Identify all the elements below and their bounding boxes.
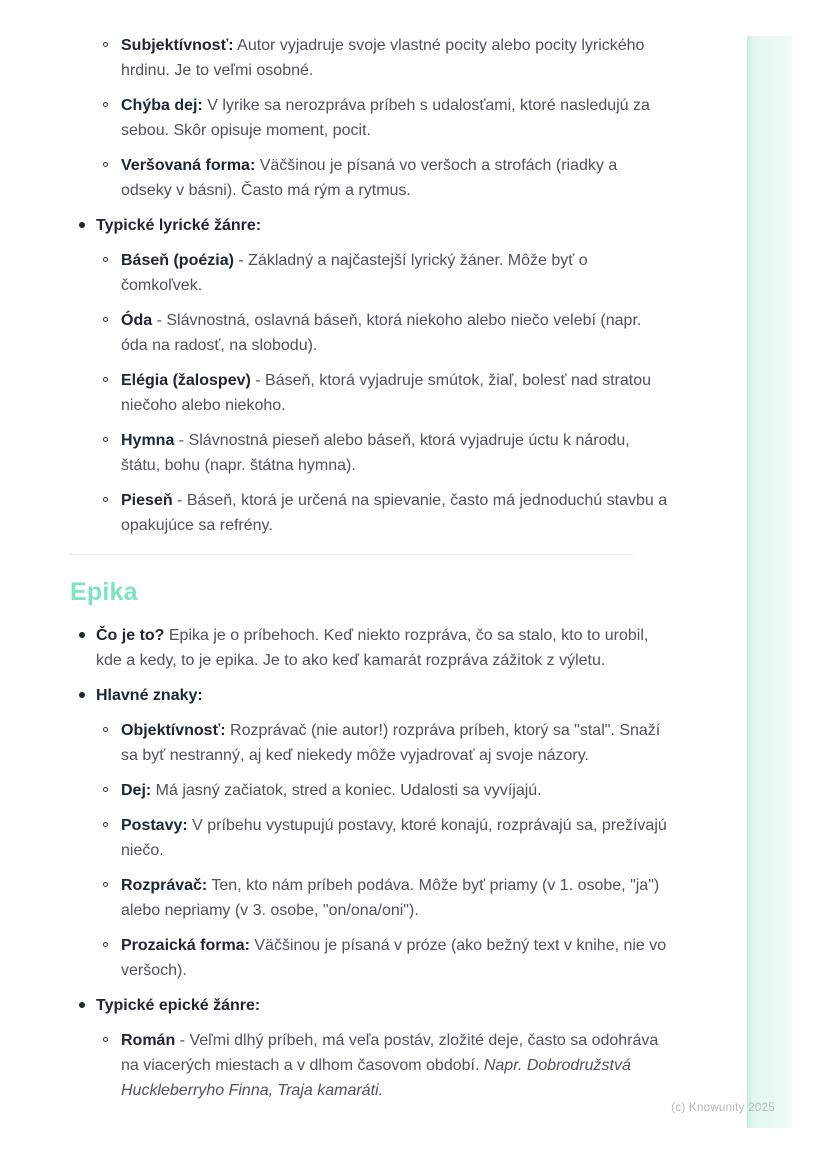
bullet-circle-icon [103, 882, 108, 887]
list-item-text: Elégia (žalospev) - Báseň, ktorá vyjadruje smútok, žiaľ, bolesť nad stratou niečoho alebo niekoho. [121, 372, 652, 414]
list-item [70, 933, 670, 983]
list-item [70, 153, 670, 203]
list-item [70, 993, 670, 1018]
bullet-circle-icon [103, 942, 108, 947]
list-item-text: Chýba dej: V lyrike sa nerozpráva príbeh s udalosťami, ktoré nasledujú za sebou. Skôr opisuje moment, pocit. [121, 97, 650, 139]
list-item-text: Hymna - Slávnostná pieseň alebo báseň, ktorá vyjadruje úctu k národu, štátu, bohu (napr. štátna hymna). [121, 432, 630, 474]
bullet-disc-icon [79, 632, 85, 638]
page-accent-bar [747, 36, 792, 1128]
bullet-disc-icon [79, 1002, 85, 1008]
list-item-text: Postavy: V príbehu vystupujú postavy, ktoré konajú, rozprávajú sa, prežívajú niečo. [121, 817, 667, 859]
bullet-circle-icon [103, 102, 108, 107]
bullet-circle-icon [103, 437, 108, 442]
lyrika-section-continued [70, 33, 670, 538]
list-item [70, 718, 670, 768]
list-item [70, 488, 670, 538]
bullet-circle-icon [103, 257, 108, 262]
bullet-disc-icon [79, 222, 85, 228]
bullet-circle-icon [103, 162, 108, 167]
list-item [70, 308, 670, 358]
epika-list [70, 623, 670, 1103]
list-item-text: Báseň (poézia) - Základný a najčastejší lyrický žáner. Môže byť o čomkoľvek. [121, 252, 588, 294]
list-item [70, 873, 670, 923]
list-item [70, 778, 670, 803]
list-item-text: Hlavné znaky: [96, 687, 203, 704]
bullet-circle-icon [103, 727, 108, 732]
epika-heading: Epika [70, 578, 138, 606]
bullet-circle-icon [103, 1037, 108, 1042]
notes-content [70, 33, 670, 1113]
list-item-text: Pieseň - Báseň, ktorá je určená na spievanie, často má jednoduchú stavbu a opakujúce sa refrény. [121, 492, 668, 534]
bullet-circle-icon [103, 42, 108, 47]
bullet-circle-icon [103, 787, 108, 792]
list-item-text: Rozprávač: Ten, kto nám príbeh podáva. Môže byť priamy (v 1. osobe, "ja") alebo nepriamy (v 3. osobe, "on/ona/oni"). [121, 877, 660, 919]
list-item [70, 368, 670, 418]
copyright-watermark: (c) Knowunity 2025 [671, 1102, 775, 1114]
list-item [70, 813, 670, 863]
list-item [70, 428, 670, 478]
list-item [70, 1028, 670, 1103]
list-item [70, 248, 670, 298]
lyrika-list [70, 33, 670, 538]
list-item-text: Objektívnosť: Rozprávač (nie autor!) rozpráva príbeh, ktorý sa "stal". Snaží sa byť nestranný, aj keď niekedy môže vyjadrovať aj svoje názory. [121, 722, 661, 764]
list-item-text: Prozaická forma: Väčšinou je písaná v próze (ako bežný text v knihe, nie vo veršoch). [121, 937, 667, 979]
list-item-text: Čo je to? Epika je o príbehoch. Keď niekto rozpráva, čo sa stalo, kto to urobil, kde a kedy, to je epika. Je to ako keď kamarát rozpráva zážitok z výletu. [96, 627, 649, 669]
list-item-text: Subjektívnosť: Autor vyjadruje svoje vlastné pocity alebo pocity lyrického hrdinu. Je to veľmi osobné. [121, 37, 645, 79]
list-item-text: Óda - Slávnostná, oslavná báseň, ktorá niekoho alebo niečo velebí (napr. óda na radosť, na slobodu). [121, 312, 642, 354]
list-item-text: Román - Veľmi dlhý príbeh, má veľa postáv, zložité deje, často sa odohráva na viacerých miestach a v dlhom časovom období. Napr. Dobrodružstvá Huckleberryho Finna, Traja kamaráti. [121, 1032, 659, 1099]
list-item-text: Dej: Má jasný začiatok, stred a koniec. Udalosti sa vyvíjajú. [121, 782, 542, 799]
list-item [70, 213, 670, 238]
bullet-circle-icon [103, 317, 108, 322]
list-item-text: Typické epické žánre: [96, 997, 261, 1014]
bullet-circle-icon [103, 377, 108, 382]
list-item [70, 93, 670, 143]
list-item [70, 623, 670, 673]
list-item [70, 683, 670, 708]
section-divider [70, 554, 633, 555]
list-item-text: Typické lyrické žánre: [96, 217, 262, 234]
list-item-text: Veršovaná forma: Väčšinou je písaná vo veršoch a strofách (riadky a odseky v básni). Často má rým a rytmus. [121, 157, 618, 199]
list-item [70, 33, 670, 83]
epika-section [70, 577, 670, 1103]
bullet-disc-icon [79, 692, 85, 698]
bullet-circle-icon [103, 497, 108, 502]
bullet-circle-icon [103, 822, 108, 827]
